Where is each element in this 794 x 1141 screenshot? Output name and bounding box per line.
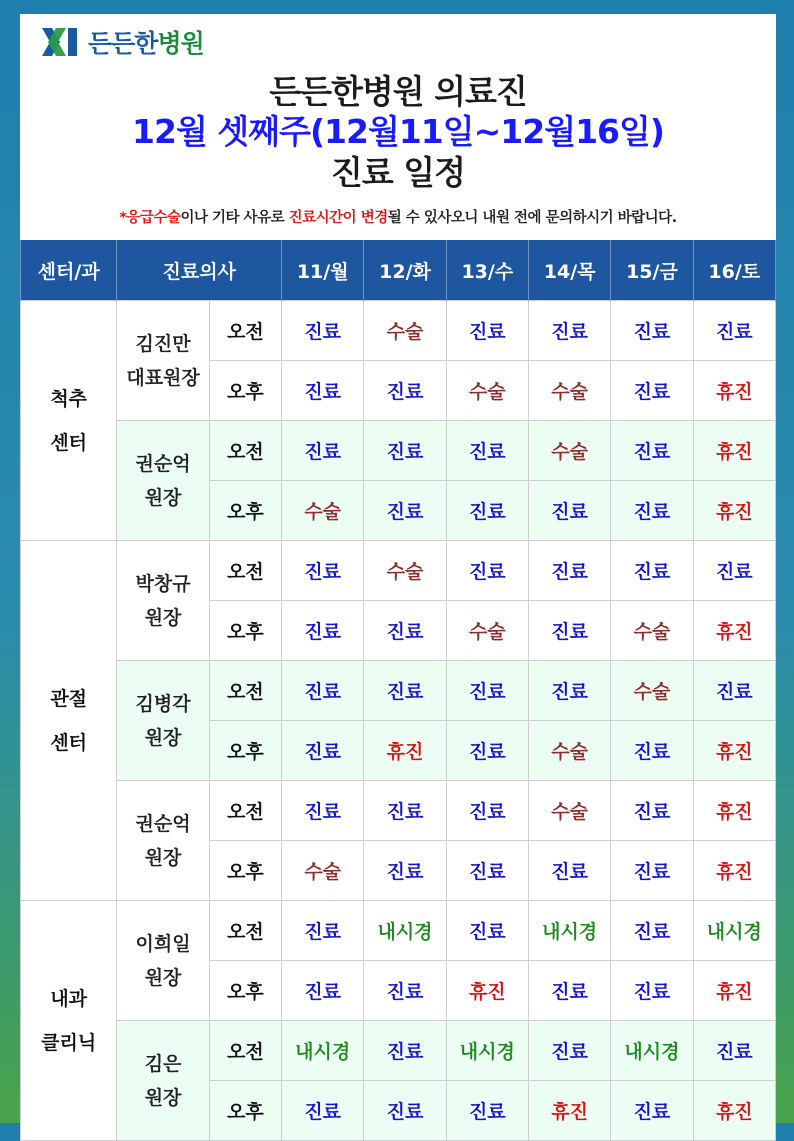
- schedule-cell: 진료: [364, 841, 446, 901]
- logo-icon: [40, 26, 80, 58]
- schedule-cell: 휴진: [446, 961, 528, 1021]
- title-line3: 진료 일정: [330, 153, 465, 192]
- schedule-cell: 수술: [528, 781, 610, 841]
- header-day: 11/월: [282, 240, 364, 301]
- schedule-cell: 수술: [364, 541, 446, 601]
- name-line: 이희일: [135, 932, 191, 955]
- schedule-cell: 휴진: [693, 601, 775, 661]
- period-label: 오후: [209, 841, 281, 901]
- schedule-cell: 진료: [693, 301, 775, 361]
- schedule-cell: 진료: [282, 901, 364, 961]
- table-row: [21, 901, 776, 961]
- doctor-name: [117, 541, 209, 661]
- schedule-cell: 진료: [446, 661, 528, 721]
- period-label: 오전: [209, 421, 281, 481]
- schedule-cell: 진료: [446, 721, 528, 781]
- header-day: 16/토: [693, 240, 775, 301]
- schedule-cell: 진료: [528, 301, 610, 361]
- notice-text: *응급수술이나 기타 사유로 진료시간이 변경될 수 있사오니 내원 전에 문의하시기 바랍니다.: [119, 210, 677, 226]
- doctor-name: [117, 661, 209, 781]
- name-line: 관절: [50, 687, 88, 710]
- schedule-cell: 휴진: [693, 421, 775, 481]
- schedule-cell: 진료: [446, 781, 528, 841]
- name-line: 박창규: [135, 572, 191, 595]
- schedule-cell: 진료: [364, 1081, 446, 1141]
- name-line: 권순억: [135, 812, 191, 835]
- table-row: [21, 661, 776, 721]
- header-day: 14/목: [528, 240, 610, 301]
- doctor-name: [117, 421, 209, 541]
- schedule-cell: 수술: [528, 721, 610, 781]
- name-line: 척추: [50, 387, 88, 410]
- schedule-cell: 수술: [446, 361, 528, 421]
- schedule-cell: 진료: [611, 361, 693, 421]
- period-label: 오전: [209, 301, 281, 361]
- schedule-cell: 진료: [364, 361, 446, 421]
- schedule-cell: 휴진: [693, 721, 775, 781]
- schedule-cell: 진료: [282, 961, 364, 1021]
- period-label: 오전: [209, 781, 281, 841]
- schedule-cell: 진료: [364, 601, 446, 661]
- schedule-cell: 수술: [282, 841, 364, 901]
- schedule-cell: 진료: [446, 841, 528, 901]
- header-day: 15/금: [611, 240, 693, 301]
- schedule-cell: 진료: [282, 421, 364, 481]
- name-line: 원장: [144, 966, 182, 989]
- schedule-cell: 내시경: [446, 1021, 528, 1081]
- name-line: 내과: [50, 987, 88, 1010]
- schedule-cell: 내시경: [693, 901, 775, 961]
- period-label: 오후: [209, 361, 281, 421]
- schedule-cell: 진료: [446, 901, 528, 961]
- schedule-cell: 진료: [446, 481, 528, 541]
- header-center: 센터/과: [21, 240, 117, 301]
- period-label: 오전: [209, 541, 281, 601]
- header-day: 12/화: [364, 240, 446, 301]
- name-line: 원장: [144, 846, 182, 869]
- schedule-cell: 진료: [364, 781, 446, 841]
- name-line: 권순억: [135, 452, 191, 475]
- period-label: 오전: [209, 661, 281, 721]
- schedule-cell: 휴진: [364, 721, 446, 781]
- table-row: [21, 301, 776, 361]
- schedule-cell: 진료: [693, 541, 775, 601]
- schedule-cell: 진료: [611, 721, 693, 781]
- period-label: 오전: [209, 901, 281, 961]
- center-name: [21, 901, 117, 1141]
- name-line: 원장: [144, 606, 182, 629]
- hospital-logo: [40, 24, 204, 60]
- schedule-sheet: [20, 14, 776, 1123]
- schedule-cell: 진료: [528, 601, 610, 661]
- schedule-cell: 수술: [611, 601, 693, 661]
- schedule-cell: 진료: [611, 781, 693, 841]
- name-line: 원장: [144, 486, 182, 509]
- schedule-cell: 휴진: [693, 361, 775, 421]
- schedule-cell: 수술: [282, 481, 364, 541]
- schedule-cell: 진료: [282, 1081, 364, 1141]
- schedule-cell: 진료: [528, 541, 610, 601]
- center-name: [21, 301, 117, 541]
- schedule-cell: 진료: [528, 481, 610, 541]
- schedule-cell: 진료: [282, 601, 364, 661]
- schedule-cell: 수술: [528, 361, 610, 421]
- name-line: 김진만: [135, 332, 191, 355]
- schedule-cell: 진료: [528, 661, 610, 721]
- schedule-cell: 진료: [528, 1021, 610, 1081]
- schedule-cell: 진료: [611, 961, 693, 1021]
- schedule-cell: 진료: [282, 661, 364, 721]
- schedule-cell: 휴진: [693, 481, 775, 541]
- period-label: 오후: [209, 1081, 281, 1141]
- doctor-name: [117, 301, 209, 421]
- schedule-cell: 내시경: [282, 1021, 364, 1081]
- period-label: 오후: [209, 721, 281, 781]
- schedule-table: [20, 240, 776, 1141]
- schedule-cell: 진료: [611, 901, 693, 961]
- schedule-cell: 내시경: [611, 1021, 693, 1081]
- center-name: [21, 541, 117, 901]
- doctor-name: [117, 901, 209, 1021]
- name-line: 원장: [144, 1086, 182, 1109]
- title-line1: 든든한병원 의료진: [269, 72, 527, 111]
- schedule-cell: 진료: [611, 481, 693, 541]
- table-row: [21, 421, 776, 481]
- schedule-cell: 진료: [446, 301, 528, 361]
- schedule-cell: 수술: [364, 301, 446, 361]
- schedule-cell: 수술: [611, 661, 693, 721]
- schedule-cell: 진료: [282, 361, 364, 421]
- schedule-cell: 진료: [446, 541, 528, 601]
- schedule-cell: 진료: [282, 781, 364, 841]
- schedule-cell: 진료: [528, 961, 610, 1021]
- schedule-cell: 진료: [364, 421, 446, 481]
- period-label: 오후: [209, 481, 281, 541]
- schedule-cell: 진료: [611, 421, 693, 481]
- schedule-cell: 수술: [528, 421, 610, 481]
- schedule-cell: 내시경: [364, 901, 446, 961]
- schedule-cell: 진료: [446, 421, 528, 481]
- doctor-name: [117, 781, 209, 901]
- schedule-cell: 진료: [693, 1021, 775, 1081]
- name-line: 센터: [50, 731, 88, 754]
- schedule-cell: 진료: [611, 1081, 693, 1141]
- name-line: 클리닉: [41, 1031, 97, 1054]
- schedule-cell: 진료: [446, 1081, 528, 1141]
- schedule-cell: 진료: [611, 541, 693, 601]
- table-row: [21, 781, 776, 841]
- title-date-range: 12월 셋째주(12월11일~12월16일): [132, 112, 664, 151]
- header-day: 13/수: [446, 240, 528, 301]
- period-label: 오후: [209, 961, 281, 1021]
- period-label: 오후: [209, 601, 281, 661]
- schedule-cell: 진료: [693, 661, 775, 721]
- schedule-cell: 진료: [364, 961, 446, 1021]
- schedule-cell: 진료: [611, 841, 693, 901]
- schedule-cell: 진료: [611, 301, 693, 361]
- name-line: 대표원장: [126, 366, 200, 389]
- table-row: [21, 541, 776, 601]
- name-line: 김병각: [135, 692, 191, 715]
- table-header-row: [21, 240, 776, 301]
- schedule-cell: 진료: [364, 481, 446, 541]
- schedule-cell: 진료: [528, 841, 610, 901]
- name-line: 원장: [144, 726, 182, 749]
- period-label: 오전: [209, 1021, 281, 1081]
- schedule-cell: 휴진: [693, 1081, 775, 1141]
- schedule-cell: 진료: [282, 541, 364, 601]
- schedule-cell: 휴진: [528, 1081, 610, 1141]
- schedule-cell: 진료: [282, 721, 364, 781]
- schedule-cell: 진료: [364, 1021, 446, 1081]
- name-line: 센터: [50, 431, 88, 454]
- logo-wordmark: 든든한병원: [88, 29, 204, 58]
- table-row: [21, 1021, 776, 1081]
- schedule-cell: 휴진: [693, 841, 775, 901]
- schedule-cell: 휴진: [693, 781, 775, 841]
- schedule-cell: 수술: [446, 601, 528, 661]
- header-doctor: 진료의사: [117, 240, 282, 301]
- schedule-cell: 휴진: [693, 961, 775, 1021]
- schedule-cell: 진료: [282, 301, 364, 361]
- schedule-cell: 진료: [364, 661, 446, 721]
- schedule-cell: 내시경: [528, 901, 610, 961]
- name-line: 김은: [144, 1052, 182, 1075]
